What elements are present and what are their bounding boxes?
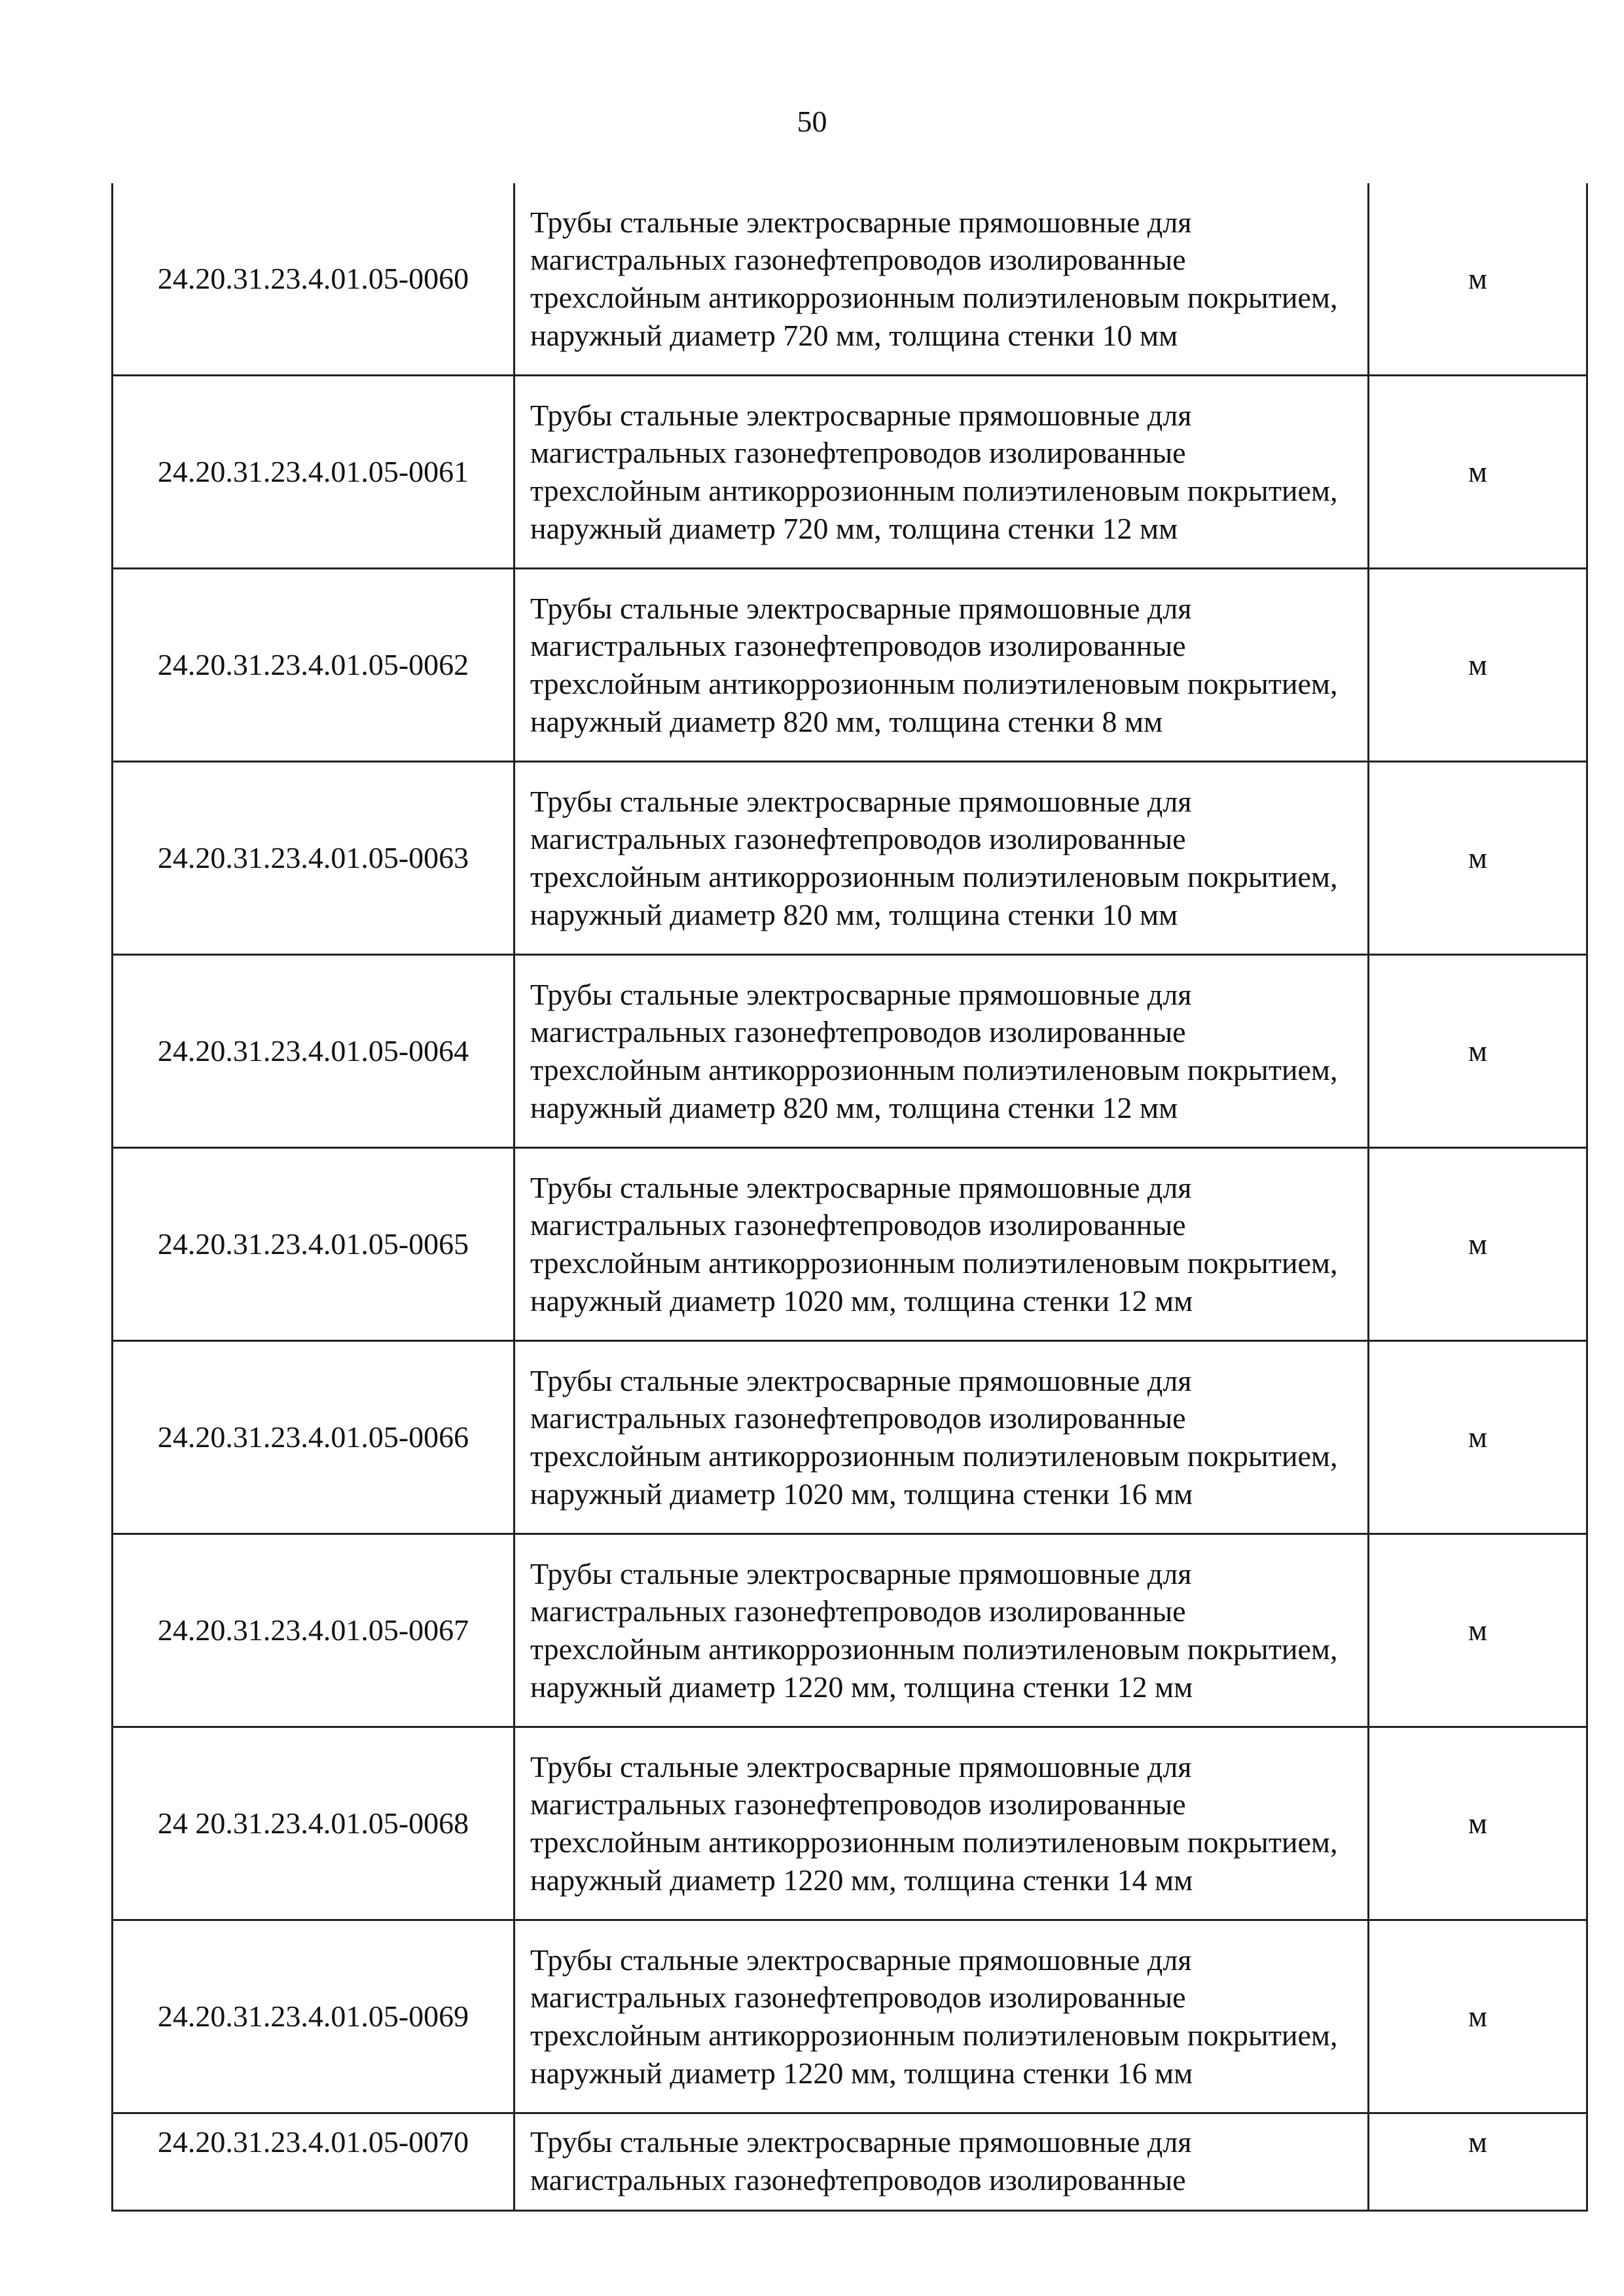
- row-unit: м: [1369, 1534, 1587, 1727]
- row-name: Трубы стальные электросварные прямошовные для магистральных газонефтепроводов изолированные трехслойным антикоррозионным полиэтиленовым покрытием, наружный диаметр 820 мм, толщина стенки 12 мм: [514, 955, 1369, 1148]
- row-name: Трубы стальные электросварные прямошовные для магистральных газонефтепроводов изолированные трехслойным антикоррозионным полиэтиленовым покрытием, наружный диаметр 1020 мм, толщина стенки 12 мм: [514, 1148, 1369, 1341]
- table-row: [113, 1920, 1587, 2113]
- row-code: 24.20.31.23.4.01.05-0062: [113, 569, 514, 762]
- table-row: [113, 1727, 1587, 1920]
- row-code: 24.20.31.23.4.01.05-0061: [113, 376, 514, 569]
- row-name: Трубы стальные электросварные прямошовные для магистральных газонефтепроводов изолированные трехслойным антикоррозионным полиэтиленовым покрытием, наружный диаметр 1220 мм, толщина стенки 16 мм: [514, 1920, 1369, 2113]
- row-code: 24 20.31.23.4.01.05-0068: [113, 1727, 514, 1920]
- row-name: Трубы стальные электросварные прямошовные для магистральных газонефтепроводов изолированные трехслойным антикоррозионным полиэтиленовым покрытием, наружный диаметр 820 мм, толщина стенки 8 мм: [514, 569, 1369, 762]
- row-code: 24.20.31.23.4.01.05-0067: [113, 1534, 514, 1727]
- row-unit: м: [1369, 1727, 1587, 1920]
- materials-table: [111, 183, 1588, 2212]
- row-unit: м: [1369, 1341, 1587, 1534]
- row-code: 24.20.31.23.4.01.05-0063: [113, 762, 514, 955]
- row-unit: м: [1369, 762, 1587, 955]
- row-unit: м: [1369, 376, 1587, 569]
- row-code: 24.20.31.23.4.01.05-0066: [113, 1341, 514, 1534]
- row-unit: м: [1369, 1920, 1587, 2113]
- row-code: 24.20.31.23.4.01.05-0070: [113, 2113, 514, 2211]
- row-name: Трубы стальные электросварные прямошовные для магистральных газонефтепроводов изолированные трехслойным антикоррозионным полиэтиленовым покрытием, наружный диаметр 820 мм, толщина стенки 10 мм: [514, 762, 1369, 955]
- table-row: [113, 1534, 1587, 1727]
- row-code: 24.20.31.23.4.01.05-0069: [113, 1920, 514, 2113]
- table-row: [113, 569, 1587, 762]
- row-name: Трубы стальные электросварные прямошовные для магистральных газонефтепроводов изолированные трехслойным антикоррозионным полиэтиленовым покрытием, наружный диаметр 1220 мм, толщина стенки 12 мм: [514, 1534, 1369, 1727]
- row-name: Трубы стальные электросварные прямошовные для магистральных газонефтепроводов изолированные трехслойным антикоррозионным полиэтиленовым покрытием, наружный диаметр 1020 мм, толщина стенки 16 мм: [514, 1341, 1369, 1534]
- page-number: 50: [797, 105, 827, 138]
- row-name: Трубы стальные электросварные прямошовные для магистральных газонефтепроводов изолированные трехслойным антикоррозионным полиэтиленовым покрытием, наружный диаметр 720 мм, толщина стенки 12 мм: [514, 376, 1369, 569]
- table-row: [113, 183, 1587, 376]
- table-row: [113, 955, 1587, 1148]
- row-code: 24.20.31.23.4.01.05-0064: [113, 955, 514, 1148]
- row-unit: м: [1369, 2113, 1587, 2211]
- row-name: Трубы стальные электросварные прямошовные для магистральных газонефтепроводов изолированные трехслойным антикоррозионным полиэтиленовым покрытием, наружный диаметр 1220 мм, толщина стенки 14 мм: [514, 1727, 1369, 1920]
- row-name: Трубы стальные электросварные прямошовные для магистральных газонефтепроводов изолированные трехслойным антикоррозионным полиэтиленовым покрытием, наружный диаметр 720 мм, толщина стенки 10 мм: [514, 183, 1369, 376]
- table-row: [113, 2113, 1587, 2211]
- row-code: 24.20.31.23.4.01.05-0065: [113, 1148, 514, 1341]
- row-unit: м: [1369, 1148, 1587, 1341]
- row-unit: м: [1369, 183, 1587, 376]
- table-row: [113, 1148, 1587, 1341]
- row-unit: м: [1369, 955, 1587, 1148]
- table-row: [113, 376, 1587, 569]
- table-row: [113, 762, 1587, 955]
- row-unit: м: [1369, 569, 1587, 762]
- table-row: [113, 1341, 1587, 1534]
- row-name: Трубы стальные электросварные прямошовные для магистральных газонефтепроводов изолированные: [514, 2113, 1369, 2211]
- row-code: 24.20.31.23.4.01.05-0060: [113, 183, 514, 376]
